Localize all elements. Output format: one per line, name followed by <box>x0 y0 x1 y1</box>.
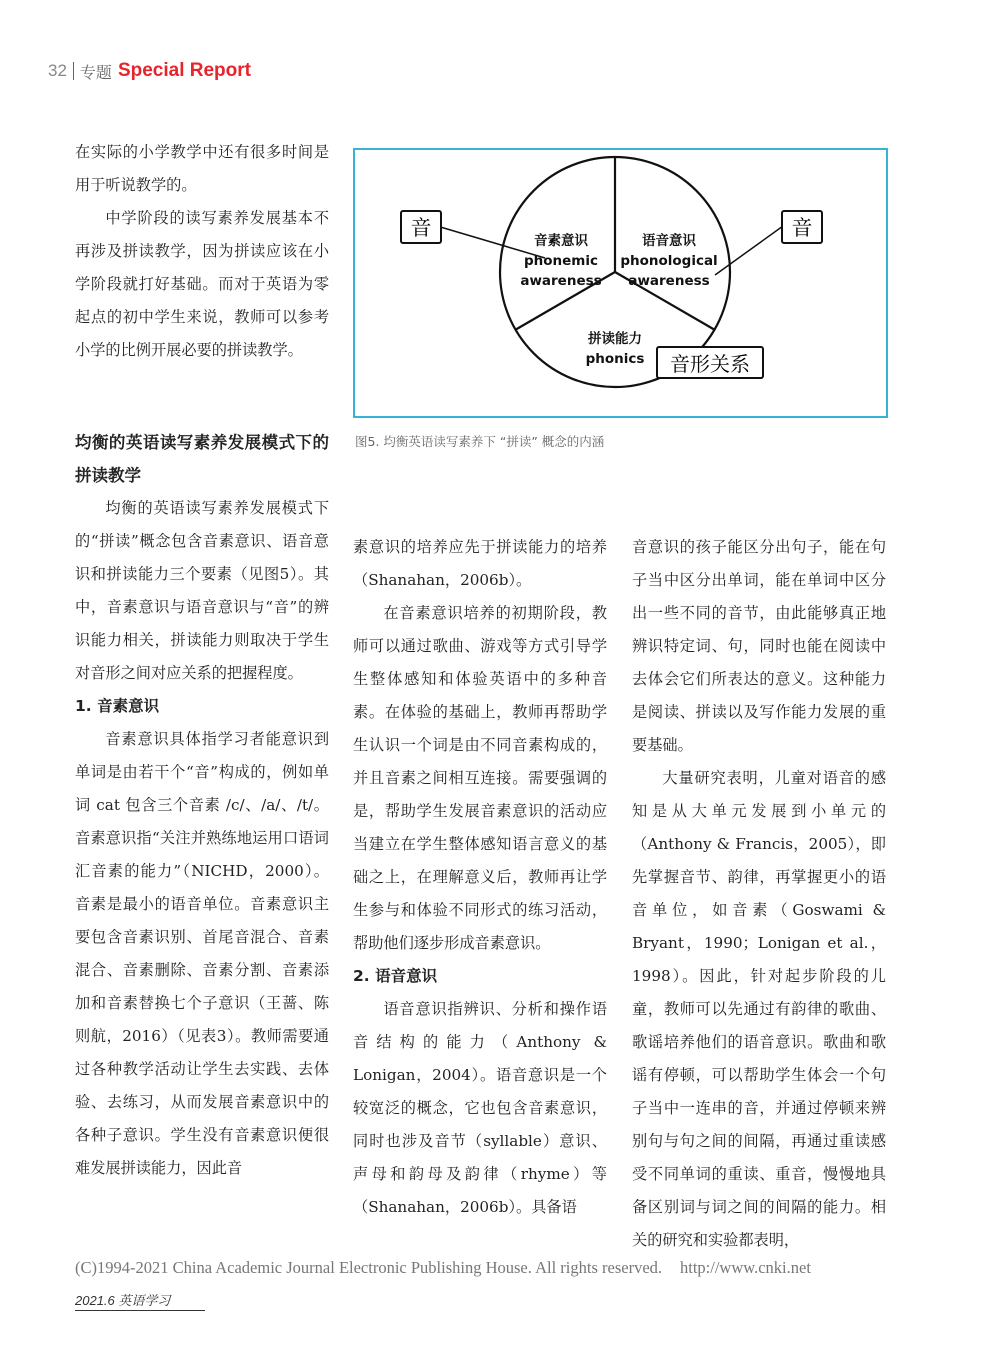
paragraph: 音意识的孩子能区分出句子，能在句子当中区分出单词，能在单词中区分出一些不同的音节，由此能够真正地辨识特定词、句，同时也能在阅读中去体会它们所表达的意义。这种能力是阅读、拼读以及写作能力发展的重要基础。 <box>632 538 886 754</box>
section-label-cn: 专题 <box>79 62 112 82</box>
section-heading: 均衡的英语读写素养发展模式下的拼读教学 <box>75 433 329 485</box>
column-1-top <box>75 136 329 367</box>
subheading-phonemic: 1. 音素意识 <box>75 697 160 715</box>
seg-phonological-en2: awareness <box>628 273 710 289</box>
issue-footer: 2021.6 英语学习 <box>75 1290 205 1311</box>
box-sound-right-label: 音 <box>791 216 813 240</box>
paragraph: 均衡的英语读写素养发展模式下的“拼读”概念包含音素意识、语音意识和拼读能力三个要素（见图5）。其中，音素意识与语音意识与“音”的辨识能力相关，拼读能力则取决于学生对音形之间对应关系的把握程度。 <box>75 499 329 682</box>
copyright-line <box>75 1258 811 1278</box>
column-1-bottom <box>75 426 329 1185</box>
section-label-en: Special Report <box>117 60 251 81</box>
page-number: 32 <box>48 61 67 80</box>
column-3 <box>632 531 886 1257</box>
copyright-text: (C)1994-2021 China Academic Journal Electronic Publishing House. All rights reserved. <box>75 1258 663 1277</box>
paragraph: 中学阶段的读写素养发展基本不再涉及拼读教学，因为拼读应该在小学阶段就打好基础。而对于英语为零起点的初中学生来说，教师可以参考小学的比例开展必要的拼读教学。 <box>75 209 329 359</box>
literacy-diagram <box>355 150 886 416</box>
figure-5 <box>353 148 888 418</box>
page-header <box>48 58 251 84</box>
seg-phonics-cn: 拼读能力 <box>588 331 642 347</box>
box-sound-left-label: 音 <box>410 216 432 240</box>
seg-phonological-cn: 语音意识 <box>642 233 696 249</box>
box-sound-shape-label: 音形关系 <box>670 352 750 376</box>
paragraph: 大量研究表明，儿童对语音的感知是从大单元发展到小单元的（Anthony & Francis，2005），即先掌握音节、韵律，再掌握更小的语音单位，如音素（Goswami & Bryant，1990；Lonigan et al.，1998）。因此，针对起步阶段的儿童，教师可以先通过有韵律的歌曲、歌谣培养他们的语音意识。歌曲和歌谣有停顿，可以帮助学生体会一个句子当中一连串的音，并通过停顿来辨别句与句之间的间隔，再通过重读感受不同单词的重读、重音，慢慢地具备区别词与词之间的间隔的能力。相关的研究和实验都表明， <box>632 769 886 1249</box>
seg-phonemic-cn: 音素意识 <box>534 233 588 249</box>
seg-phonemic-en2: awareness <box>520 273 602 289</box>
paragraph: 素意识的培养应先于拼读能力的培养（Shanahan，2006b）。 <box>353 538 607 589</box>
figure-caption: 图5. 均衡英语读写素养下 “拼读” 概念的内涵 <box>355 434 605 449</box>
cnki-url: http://www.cnki.net <box>680 1258 811 1277</box>
seg-phonics-en: phonics <box>585 351 645 367</box>
paragraph: 在实际的小学教学中还有很多时间是用于听说教学的。 <box>75 143 329 194</box>
column-2 <box>353 531 607 1224</box>
seg-phonemic-en1: phonemic <box>523 253 599 269</box>
paragraph: 语音意识指辨识、分析和操作语音结构的能力（Anthony & Lonigan，2004）。语音意识是一个较宽泛的概念，它也包含音素意识，同时也涉及音节（syllable）意识、声母和韵母及韵律（rhyme）等（Shanahan，2006b）。具备语 <box>353 1000 607 1216</box>
paragraph: 在音素意识培养的初期阶段，教师可以通过歌曲、游戏等方式引导学生整体感知和体验英语中的多种音素。在体验的基础上，教师再帮助学生认识一个词是由不同音素构成的，并且音素之间相互连接。需要强调的是，帮助学生发展音素意识的活动应当建立在学生整体感知语言意义的基础之上，在理解意义后，教师再让学生参与和体验不同形式的练习活动，帮助他们逐步形成音素意识。 <box>353 604 607 952</box>
header-divider <box>73 62 74 80</box>
subheading-phonological: 2. 语音意识 <box>353 967 438 985</box>
seg-phonological-en1: phonological <box>620 253 718 269</box>
paragraph: 音素意识具体指学习者能意识到单词是由若干个“音”构成的，例如单词 cat 包含三个音素 /c/、/a/、/t/。音素意识指“关注并熟练地运用口语词汇音素的能力”（NICHD，2000）。音素是最小的语音单位。音素意识主要包含音素识别、首尾音混合、音素混合、音素删除、音素分割、音素添加和音素替换七个子意识（王蔷、陈则航，2016）（见表3）。教师需要通过各种教学活动让学生去实践、去体验、去练习，从而发展音素意识中的各种子意识。学生没有音素意识便很难发展拼读能力，因此音 <box>75 730 329 1177</box>
